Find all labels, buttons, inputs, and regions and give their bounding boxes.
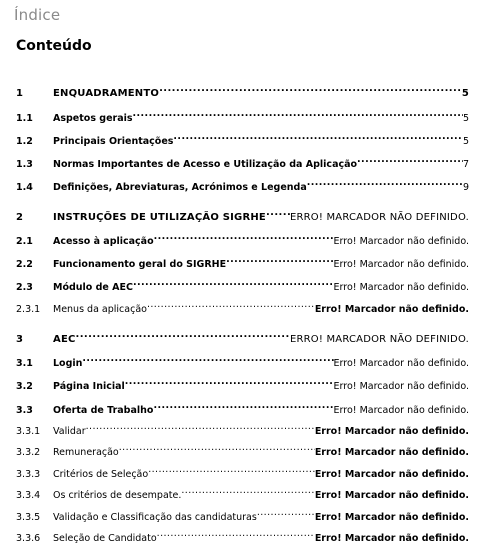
toc-entry-number: 3.3.1 [16,426,41,437]
toc-entry[interactable] [16,399,469,416]
toc-entry-page: Erro! Marcador não definido. [333,405,469,416]
toc-entry[interactable] [16,153,469,170]
toc-entry[interactable] [16,463,469,480]
toc-entry-page: Erro! Marcador não definido. [314,533,469,544]
toc-entry-title: Funcionamento geral do SIGRHE [53,259,227,270]
toc-entry[interactable] [16,527,469,544]
toc-entry-page: Erro! Marcador não definido. [314,490,469,501]
toc-leader-dots [133,276,334,290]
toc-entry-number: 1.3 [16,159,33,170]
toc-entry-page: 5 [462,113,469,124]
toc-entry-title: INSTRUÇÕES DE UTILIZAÇÃO SIGRHE [53,212,266,223]
toc-entry-page: Erro! Marcador não definido. [333,259,469,270]
toc-entry-number: 2 [16,212,24,223]
toc-leader-dots [147,298,315,312]
toc-entry-title: Definições, Abreviaturas, Acrónimos e Legenda [53,182,307,193]
toc-entry[interactable] [16,276,469,293]
toc-leader-dots [226,253,333,267]
toc-leader-dots [148,463,315,477]
toc-entry-page: Erro! Marcador não definido. [314,304,469,315]
toc-entry-title: Validação e Classificação das candidaturas [53,512,257,523]
toc-leader-dots [157,527,315,541]
toc-entry-number: 3.3.6 [16,533,41,544]
toc-entry-title: Validar [53,426,86,437]
toc-entry-number: 3 [16,334,24,345]
toc-leader-dots [133,107,463,121]
toc-entry[interactable] [16,441,469,458]
toc-entry-page: 5 [461,88,469,99]
toc-entry-page: Erro! Marcador não definido. [333,381,469,392]
toc-entry-page: Erro! Marcador não definido. [333,236,469,247]
toc-entry-title: ENQUADRAMENTO [53,88,160,99]
toc-entry[interactable] [16,82,469,99]
toc-entry[interactable] [16,298,469,315]
toc-entry[interactable] [16,130,469,147]
toc-entry-title: Oferta de Trabalho [53,405,154,416]
toc-leader-dots [307,176,463,190]
toc-entry-page: Erro! Marcador não definido. [333,358,469,369]
toc-entry-page: Erro! Marcador não definido. [333,282,469,293]
toc-entry-title: Seleção de Candidato [53,533,157,544]
toc-leader-dots [159,82,462,96]
toc-entry-number: 3.2 [16,381,33,392]
toc-entry[interactable] [16,206,469,223]
toc-leader-dots [266,206,290,220]
toc-entry[interactable] [16,253,469,270]
toc-entry-number: 3.3.2 [16,447,41,458]
toc-entry-title: Remuneração [53,447,119,458]
toc-leader-dots [76,328,290,342]
toc-leader-dots [181,484,314,498]
toc-entry-number: 3.1 [16,358,33,369]
toc-entry-title: Módulo de AEC [53,282,133,293]
toc-entry-title: Página Inicial [53,381,125,392]
indice-heading: Índice [14,6,61,24]
toc-leader-dots [257,506,315,520]
toc-entry-number: 3.3 [16,405,33,416]
toc-entry-page: Erro! Marcador não definido. [314,469,469,480]
toc-entry[interactable] [16,107,469,124]
toc-entry-title: Aspetos gerais [53,113,133,124]
toc-entry-number: 1.4 [16,182,33,193]
toc-entry-number: 3.3.3 [16,469,41,480]
toc-entry[interactable] [16,484,469,501]
toc-entry-number: 1.1 [16,113,33,124]
toc-entry-page: Erro! Marcador não definido. [314,512,469,523]
toc-leader-dots [154,230,334,244]
conteudo-heading: Conteúdo [16,38,92,54]
toc-entry[interactable] [16,506,469,523]
toc-entry-title: Normas Importantes de Acesso e Utilização da Aplicação [53,159,358,170]
toc-leader-dots [173,130,463,144]
toc-entry[interactable] [16,352,469,369]
toc-entry-title: Login [53,358,83,369]
toc-entry-title: Critérios de Seleção [53,469,149,480]
toc-leader-dots [119,441,315,455]
toc-entry-number: 1 [16,88,24,99]
toc-entry-page: 9 [462,182,469,193]
toc-entry[interactable] [16,375,469,392]
toc-entry-number: 2.3.1 [16,304,41,315]
toc-entry-page: 7 [462,159,469,170]
toc-entry-number: 2.3 [16,282,33,293]
toc-leader-dots [86,420,315,434]
toc-entry[interactable] [16,176,469,193]
toc-entry-page: ERRO! MARCADOR NÃO DEFINIDO. [289,334,469,345]
toc-leader-dots [125,375,334,389]
toc-entry-page: Erro! Marcador não definido. [314,426,469,437]
toc-entry[interactable] [16,420,469,437]
toc-leader-dots [357,153,463,167]
toc-entry-number: 2.2 [16,259,33,270]
toc-entry-title: Menus da aplicação [53,304,147,315]
toc-entry-title: Acesso à aplicação [53,236,154,247]
toc-entry-page: ERRO! MARCADOR NÃO DEFINIDO. [289,212,469,223]
toc-entry[interactable] [16,230,469,247]
toc-leader-dots [82,352,333,366]
toc-entry-page: Erro! Marcador não definido. [314,447,469,458]
toc-entry-title: AEC [53,334,76,345]
toc-entry-title: Os critérios de desempate. [53,490,182,501]
toc-entry[interactable] [16,328,469,345]
toc-entry-number: 3.3.4 [16,490,41,501]
toc-entry-number: 1.2 [16,136,33,147]
toc-entry-number: 2.1 [16,236,33,247]
toc-entry-number: 3.3.5 [16,512,41,523]
toc-leader-dots [153,399,333,413]
toc-entry-page: 5 [462,136,469,147]
toc-entry-title: Principais Orientações [53,136,174,147]
